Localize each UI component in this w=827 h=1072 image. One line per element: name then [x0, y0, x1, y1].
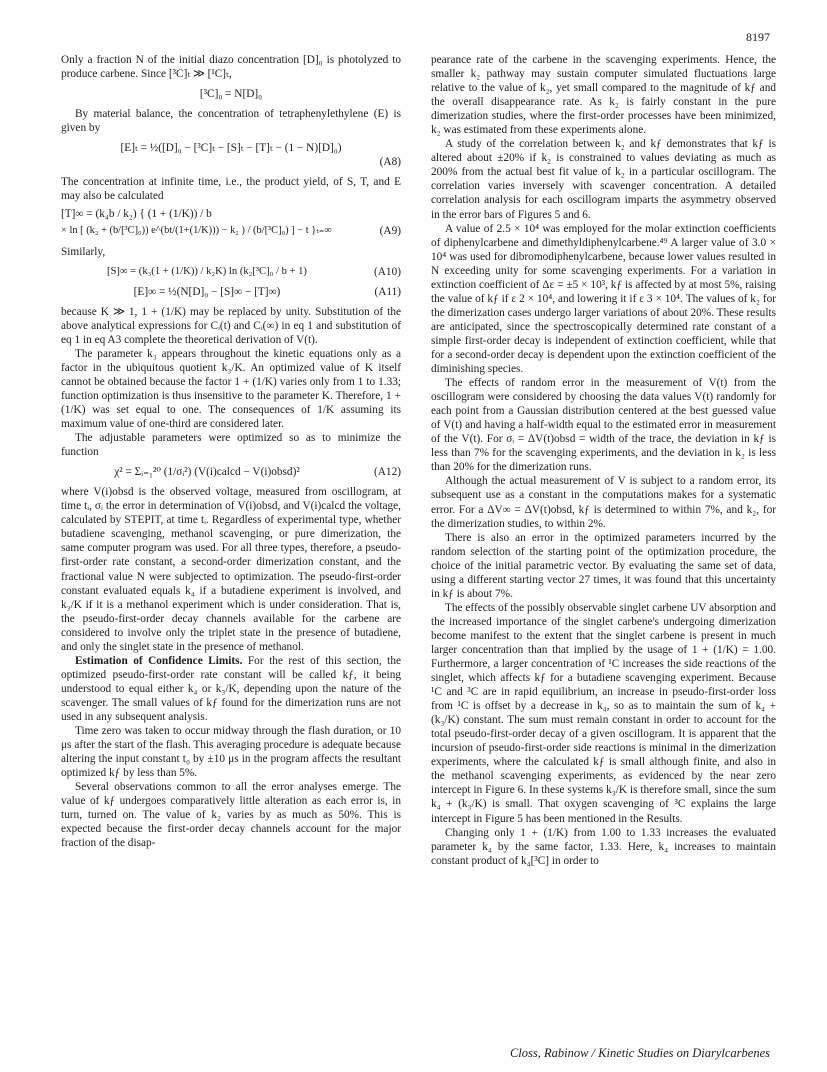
- equation-a8: [61, 141, 401, 155]
- equation-a8-number-row: [61, 155, 401, 169]
- paragraph: where V(i)obsd is the observed voltage, measured from oscillogram, at time tᵢ, σᵢ the error in determination of V(i)obsd, and V(i)calcd the voltage, calculated by STEPIT, at time tᵢ. Regardless of experimental type, whether butadiene scavenging, methanol scavenging, or pure dimerization, the same computer program was used. For all three types, therefore, a pseudo-first-order rate constant, a second-order dimerization constant, and the fractional value N were subjected to optimization. The pseudo-first-order constant evaluated equals k₄ if a butadiene experiment is involved, and k₃/K if it is a methanol experiment which is under consideration. That is, the pseudo-first-order decay channels available for the carbene are considered to involve only the triplet state in the presence of butadiene, and only the singlet state in the presence of methanol.: [61, 486, 401, 653]
- paragraph: A value of 2.5 × 10⁴ was employed for the molar extinction coefficients of diphenylcarbene and dimethyldiphenylcarbene.⁴⁹ A larger value of 3.0 × 10⁴ was used for dibromodiphenylcarbene, because lower values resulted in N exceeding unity for some scavenging experiments. For a variation in extinction coefficient of Δε = ±5 × 10³, kƒ is affected by at most 5%, raising the value of kƒ if ε 2 × 10⁴, and lowering it if ε 3 × 10⁴. The values of k₂ for the dimerization cases undergo larger variations of about 20%. These results are anticipated, since the spectroscopically determined rate constant of a simple first-order decay is independent of extinction coefficient, while that for a second-order decay is dependent upon the extinction coefficient of the diminishing species.: [431, 222, 776, 376]
- equation-a11: [61, 285, 401, 299]
- paragraph: Similarly,: [61, 245, 106, 258]
- paragraph: Only a fraction N of the initial diazo concentration [D]₀ is photolyzed to produce carbene. Since [³C]ₜ ≫ [¹C]ₜ,: [61, 54, 401, 81]
- equation-body: [E]ₜ = ½([D]₀ − [³C]ₜ − [S]ₜ − [T]ₜ − (1 − N)[D]₀): [120, 142, 342, 155]
- paragraph: [61, 654, 401, 724]
- equation-number: (A10): [374, 265, 401, 278]
- paragraph: The parameter k₃ appears throughout the kinetic equations only as a factor in the ubiquitous quotient k₃/K. An optimized value of K itself cannot be obtained because the factor 1 + (1/K) varies only from 1 to 1.33; function optimization is thus insensitive to the parameter K. Therefore, 1 + (1/K) was set equal to one. The consequences of 1/K assuming its maximum value of one-third are considered later.: [61, 347, 401, 431]
- equation: [61, 87, 401, 101]
- paragraph: By material balance, the concentration of tetraphenylethylene (E) is given by: [61, 108, 401, 135]
- paragraph: Time zero was taken to occur midway through the flash duration, or 10 μs after the start of the flash. This averaging procedure is adequate because altering the input constant t₀ by ±10 μs in the program affects the resultant optimized kƒ by less than 5%.: [61, 725, 401, 780]
- equation-body: [S]∞ = (k₃(1 + (1/K)) / k₂K) ln (k₂[³C]₀ / b + 1): [107, 265, 307, 277]
- equation-body: [T]∞ = (k₄b / k₂) { (1 + (1/K)) / b: [61, 208, 212, 221]
- equation-a12: [61, 465, 401, 479]
- paragraph: Several observations common to all the error analyses emerge. The value of kƒ undergoes comparatively little alteration as each error is, in turn, turned on. The value of k₂ varies by as much as 50%. This is expected because the first-order decay channels account for the major fraction of the disap-: [61, 781, 401, 850]
- section-heading: Estimation of Confidence Limits.: [75, 654, 243, 667]
- paragraph: pearance rate of the carbene in the scavenging experiments. Hence, the smaller k₂ pathway may sustain computer simulated fluctuations large relative to the value of k₂, yet small compared to the magnitude of kƒ and the overall disappearance rate. As k₂ is fairly constant in the pure dimerization studies, where the first-order processes have been minimized, k₂ was estimated from these experiments alone.: [431, 54, 776, 137]
- page-number: 8197: [746, 30, 770, 44]
- paragraph: The effects of the possibly observable singlet carbene UV absorption and the increased importance of the singlet carbene's undergoing dimerization become manifest to the extent that the singlet carbene is present in much larger concentration than that implied by the usage of 1 + (1/K) = 1.00. Furthermore, a larger concentration of ¹C increases the side reactions of the singlet, which affects kƒ for a butadiene scavenging experiment. Because ¹C and ³C are in rapid equilibrium, an increase in pseudo-first-order loss from ¹C is offset by a decrease in k₄, so as to maintain the sum of k₄ + (k₃/K) constant. The sum must remain constant in order to account for the total pseudo-first-order decay of a given oscillogram. It is apparent that the incursion of pseudo-first-order side reactions is minimal in the dimerization experiments, where the calculated kƒ is small although finite, and also in the methanol scavenging experiments, as evidenced by the near zero intercept in Figure 6. In these systems k₃/K is therefore small, since the sum k₄ + (k₃/K) is small. That oxygen scavenging of ³C explains the large intercept in Figure 5 has been mentioned in the Results.: [431, 601, 776, 825]
- equation-a10: [61, 265, 401, 279]
- paragraph: The effects of random error in the measurement of V(t) from the oscillogram were considered by choosing the data values V(t) randomly for each point from a Gaussian distribution centered at the best guessed value of V(t) and having a half-width equal to the estimated error in measurement of the V(t). For σᵢ = ΔV(t)obsd = width of the trace, the deviation in kƒ is less than 7% for the scavenging experiments, and the deviation in k₂ is less than 20% for the dimerization runs.: [431, 377, 776, 474]
- left-column: [61, 53, 401, 850]
- equation-body: [E]∞ = ½(N[D]₀ − [S]∞ − [T]∞): [133, 285, 281, 298]
- equation-number: (A12): [374, 466, 401, 479]
- running-footer: Closs, Rabinow / Kinetic Studies on Diarylcarbenes: [509, 1046, 770, 1060]
- equation-number: (A9): [379, 225, 401, 238]
- equation-number: (A11): [374, 285, 401, 298]
- equation-a9: [61, 207, 401, 238]
- paragraph: Changing only 1 + (1/K) from 1.00 to 1.33 increases the evaluated parameter k₄ by the same factor, 1.33. Here, k₄ increases to maintain constant product of k₄[³C] in order to: [431, 826, 776, 867]
- paragraph: because K ≫ 1, 1 + (1/K) may be replaced by unity. Substitution of the above analytical expressions for Cᵢ(t) and Cᵢ(∞) in eq 1 and substitution of eq 1 in eq A3 complete the theoretical derivation of V(t).: [61, 305, 401, 346]
- paragraph-text: For the rest of this section, the optimized pseudo-first-order rate constant will be called kƒ, it being understood to equal either k₄ or k₃/K, depending upon the nature of the scavenger. The small values of kƒ found for the dimerization runs are not used in any subsequent analysis.: [61, 654, 401, 723]
- equation-body: × ln [ (k₂ + (b/[³C]₀)) e^(bt/(1+(1/K))) − k₂ ) / (b/[³C]₀) ] − t }ₜ₌∞: [61, 225, 332, 237]
- equation-number: (A8): [379, 156, 401, 169]
- paragraph: The adjustable parameters were optimized so as to minimize the function: [61, 432, 401, 459]
- paragraph: A study of the correlation between k₂ and kƒ demonstrates that kƒ is altered about ±20% if k₂ is constrained to values deviating as much as 200% from the actual best fit value of k₂ in a particular oscillogram. The correlation varies inversely with scavenger concentration. A detailed correlation analysis for each oscillogram imparts the asymmetry observed in the error bars of Figures 5 and 6.: [431, 138, 776, 221]
- paragraph: The concentration at infinite time, i.e., the product yield, of S, T, and E may also be calculated: [61, 176, 401, 203]
- equation-body: [³C]₀ = N[D]₀: [199, 88, 263, 101]
- right-column: [431, 53, 776, 868]
- paragraph: Although the actual measurement of V is subject to a random error, its subsequent use as a constant in the computations makes for a systematic error. For a ΔV∞ = ΔV(t)obsd, kƒ is determined to within 7%, and k₂, for the dimerization studies, to within 2%.: [431, 475, 776, 530]
- equation-body: χ² = Σᵢ₌₁²⁰ (1/σᵢ²) (V(i)calcd − V(i)obsd)²: [114, 466, 300, 479]
- paragraph: There is also an error in the optimized parameters incurred by the random selection of the starting point of the optimization procedure, the choice of the initial parametric vector. By evaluating the same set of data, using a different starting vector 27 times, it was found that this uncertainty in kƒ is about 7%.: [431, 531, 776, 600]
